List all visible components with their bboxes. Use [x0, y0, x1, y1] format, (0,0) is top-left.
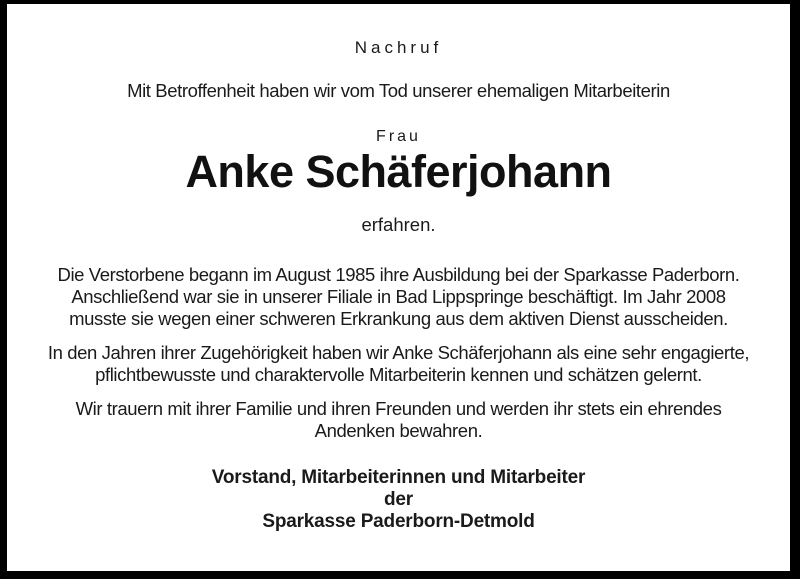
obituary-paragraph-appreciation [7, 342, 790, 386]
paragraph-line: musste sie wegen einer schweren Erkrankung aus dem aktiven Dienst ausscheiden. [69, 308, 728, 329]
paragraph-line: Andenken bewahren. [314, 420, 483, 441]
deceased-name: Anke Schäferjohann [185, 146, 612, 197]
signature-block [7, 467, 790, 533]
paragraph-line: Wir trauern mit ihrer Familie und ihren Freunden und werden ihr stets ein ehrendes [75, 398, 722, 419]
signature-line: Sparkasse Paderborn-Detmold [262, 511, 535, 532]
obituary-sheet [7, 4, 790, 571]
paragraph-line: Anschließend war sie in unserer Filiale in Bad Lippspringe beschäftigt. Im Jahr 2008 [71, 286, 726, 307]
obituary-paragraph-career [7, 264, 790, 330]
closing-word: erfahren. [361, 214, 436, 235]
paragraph-line: In den Jahren ihrer Zugehörigkeit haben wir Anke Schäferjohann als eine sehr engagierte, [47, 342, 750, 363]
obituary-paragraph-condolence [7, 398, 790, 442]
paragraph-line: pflichtbewusste und charaktervolle Mitarbeiterin kennen und schätzen gelernt. [95, 364, 702, 385]
paragraph-line: Die Verstorbene begann im August 1985 ihre Ausbildung bei der Sparkasse Paderborn. [57, 264, 740, 285]
intro-line: Mit Betroffenheit haben wir vom Tod unserer ehemaligen Mitarbeiterin [127, 80, 670, 101]
signature-line: Vorstand, Mitarbeiterinnen und Mitarbeiter [211, 467, 586, 488]
salutation: Frau [376, 128, 421, 145]
notice-type-label: Nachruf [354, 38, 443, 57]
signature-line: der [384, 489, 413, 510]
